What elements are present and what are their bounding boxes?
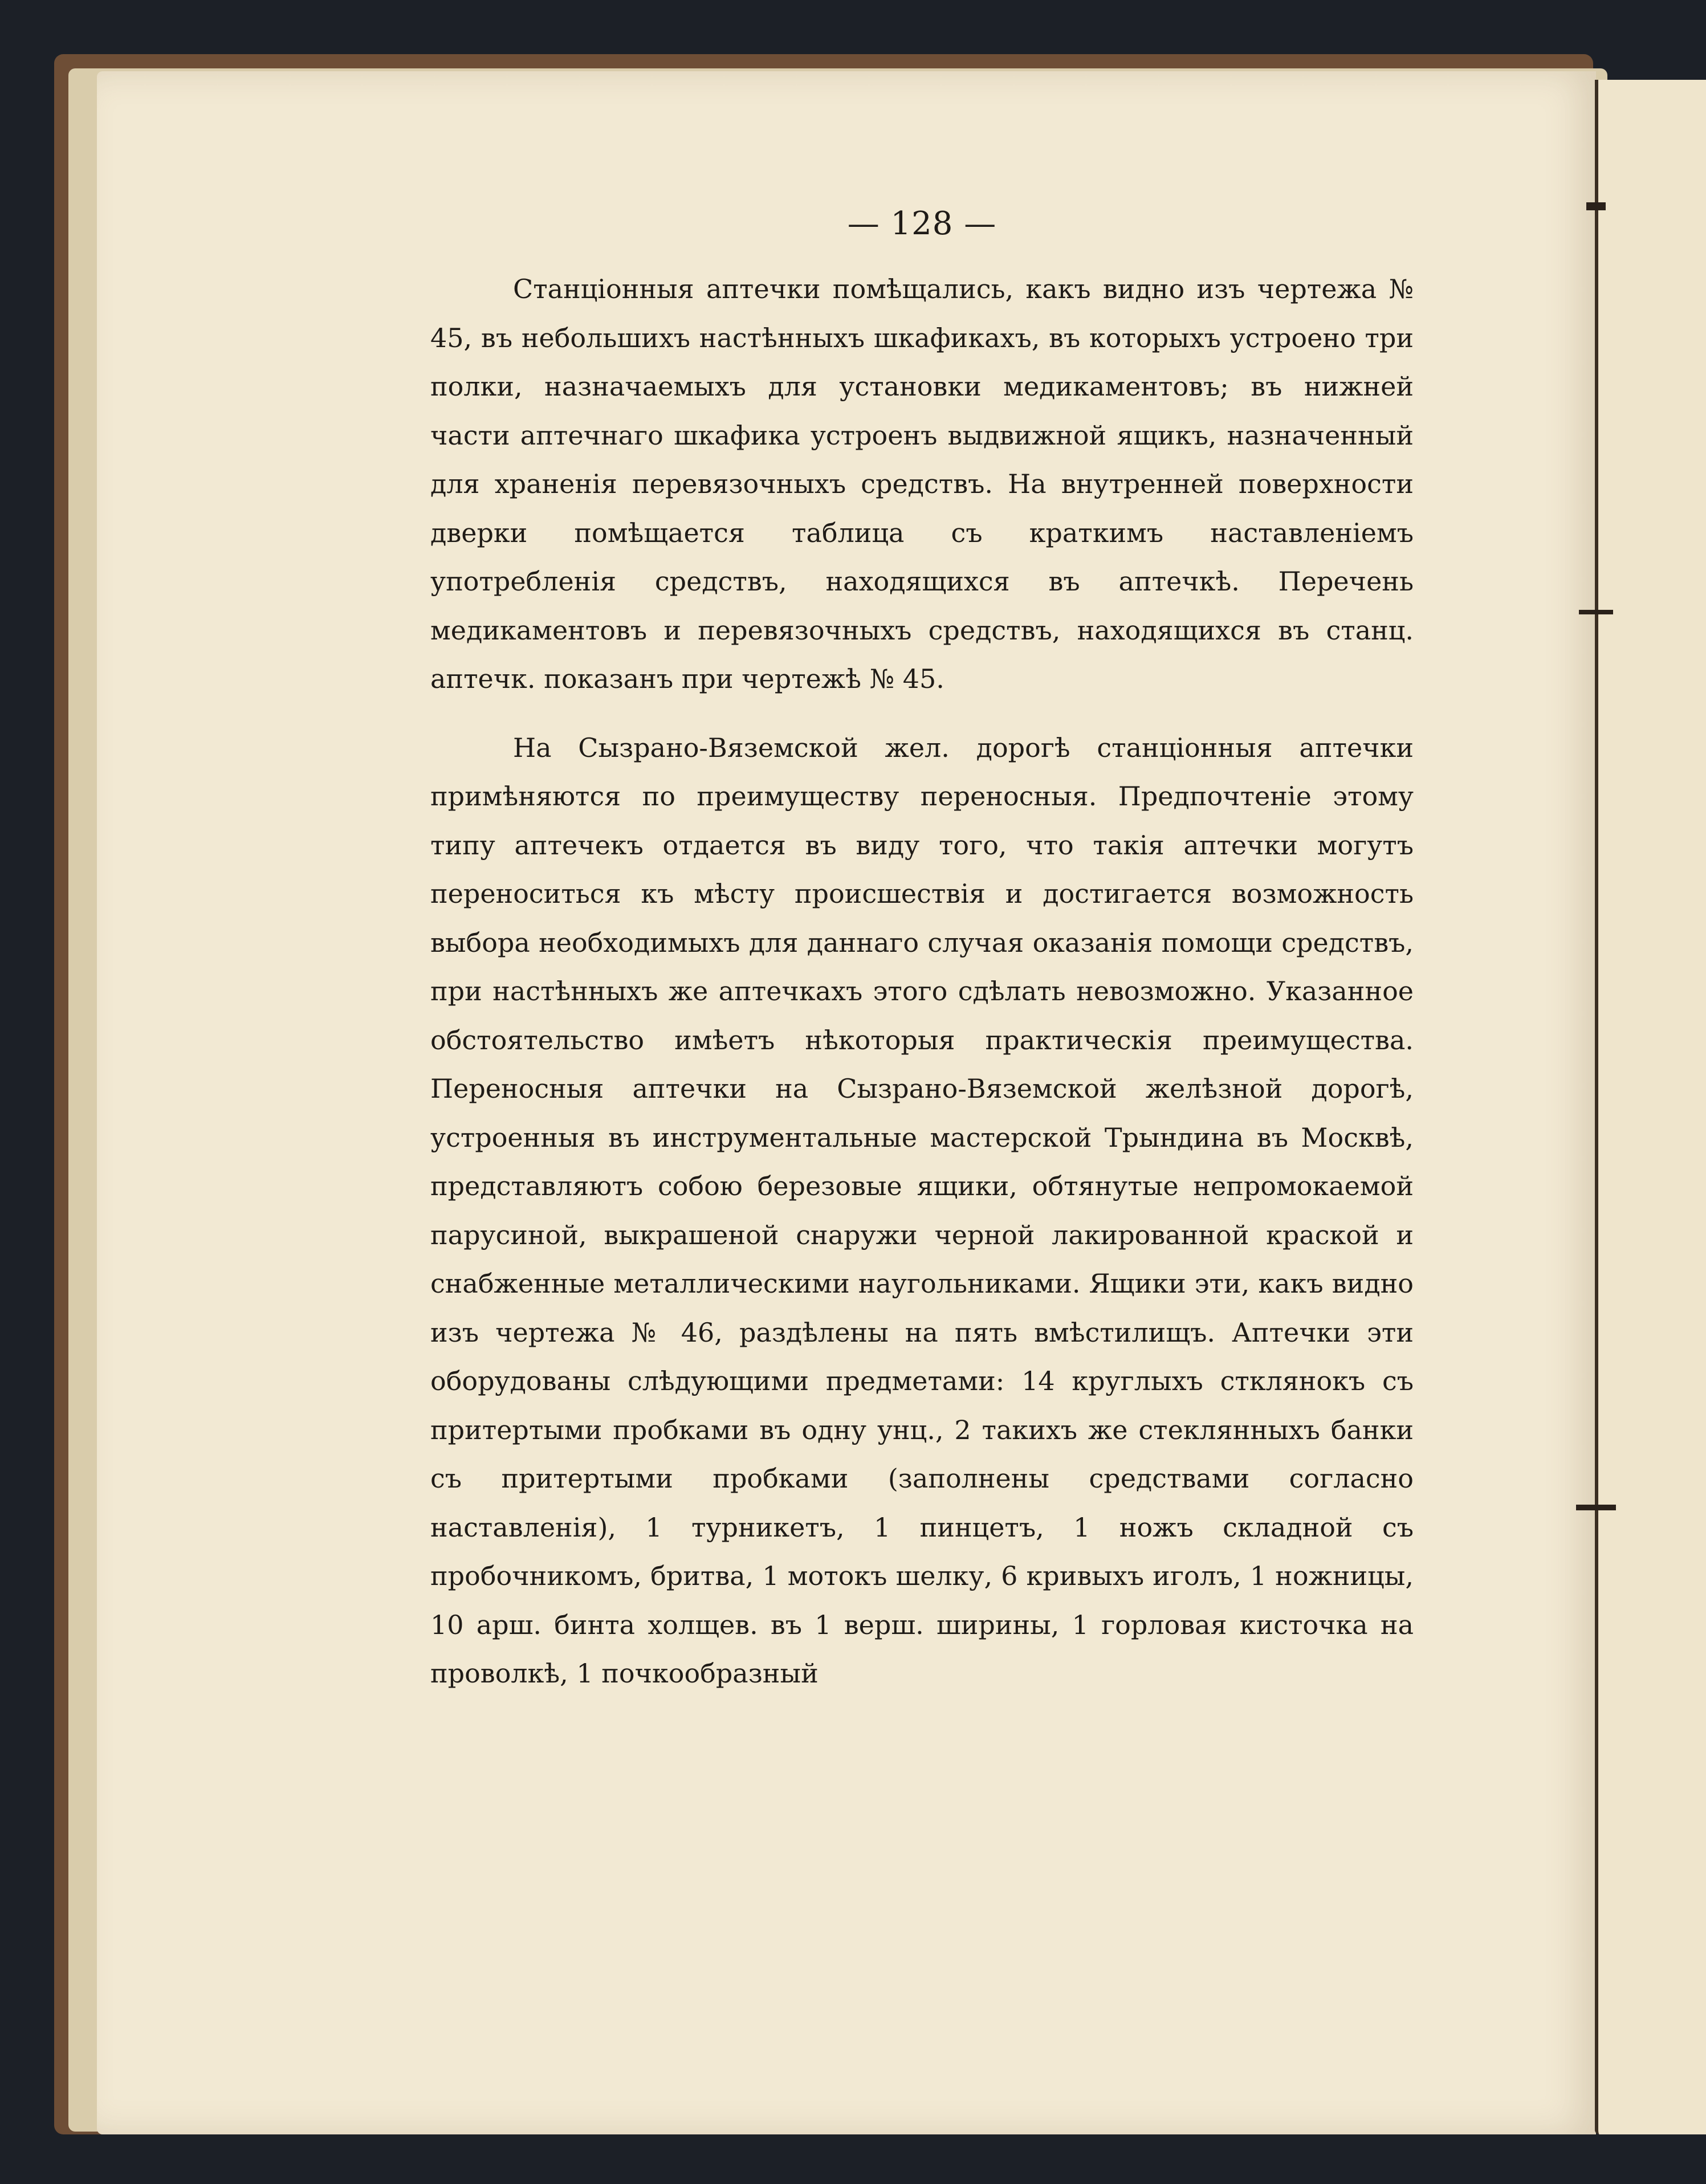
binding-mark <box>1579 610 1613 614</box>
page-text <box>430 205 1414 1698</box>
paragraph-1: Станцiонныя аптечки помѣщались, какъ видно изъ чертежа № 45, въ небольшихъ настѣнныхъ шкафикахъ, въ которыхъ устроено три полки, назначаемыхъ для установки медикаментовъ; въ нижней части аптечнаго шкафика устроенъ выдвижной ящикъ, назначенный для храненiя перевязочныхъ средствъ. На внутренней поверхности дверки помѣщается таблица съ краткимъ наставленiемъ употребленiя средствъ, находящихся въ аптечкѣ. Перечень медикаментовъ и перевязочныхъ средствъ, находящихся въ станц. аптечк. показанъ при чертежѣ № 45. <box>430 274 1414 694</box>
page-number: — 128 — <box>847 205 997 242</box>
paragraph-2: На Сызрано-Вяземской жел. дорогѣ станцiонныя аптечки примѣняются по преимуществу переносныя. Предпочтенiе этому типу аптечекъ отдается въ виду того, что такiя аптечки могутъ переноситься къ мѣсту происшествiя и достигается возможность выбора необходимыхъ для даннаго случая оказанiя помощи средствъ, при настѣнныхъ же аптечкахъ этого сдѣлать невозможно. Указанное обстоятельство имѣетъ нѣкоторыя практическiя преимущества. Переносныя аптечки на Сызрано-Вяземской желѣзной дорогѣ, устроенныя въ инструментальные мастерской Трындина въ Москвѣ, представляютъ собою березовые ящики, обтянутые непромокаемой парусиной, выкрашеной снаружи черной лакированной краской и снабженные металлическими наугольниками. Ящики эти, какъ видно изъ чертежа № 46, раздѣлены на пять вмѣстилищъ. Аптечки эти оборудованы слѣдующими предметами: 14 круглыхъ стклянокъ съ притертыми пробками въ одну унц., 2 такихъ же стеклянныхъ банки съ притертыми пробками (заполнены средствами согласно наставленiя), 1 турникетъ, 1 пинцетъ, 1 ножъ складной съ пробочникомъ, бритва, 1 мотокъ шелку, 6 кривыхъ иголъ, 1 ножницы, 10 арш. бинта холщев. въ 1 верш. ширины, 1 горловая кисточка на проволкѣ, 1 почкообразный <box>430 732 1414 1689</box>
next-page-edge <box>1595 80 1706 2134</box>
binding-mark <box>1576 1505 1616 1510</box>
binding-mark <box>1586 202 1606 210</box>
